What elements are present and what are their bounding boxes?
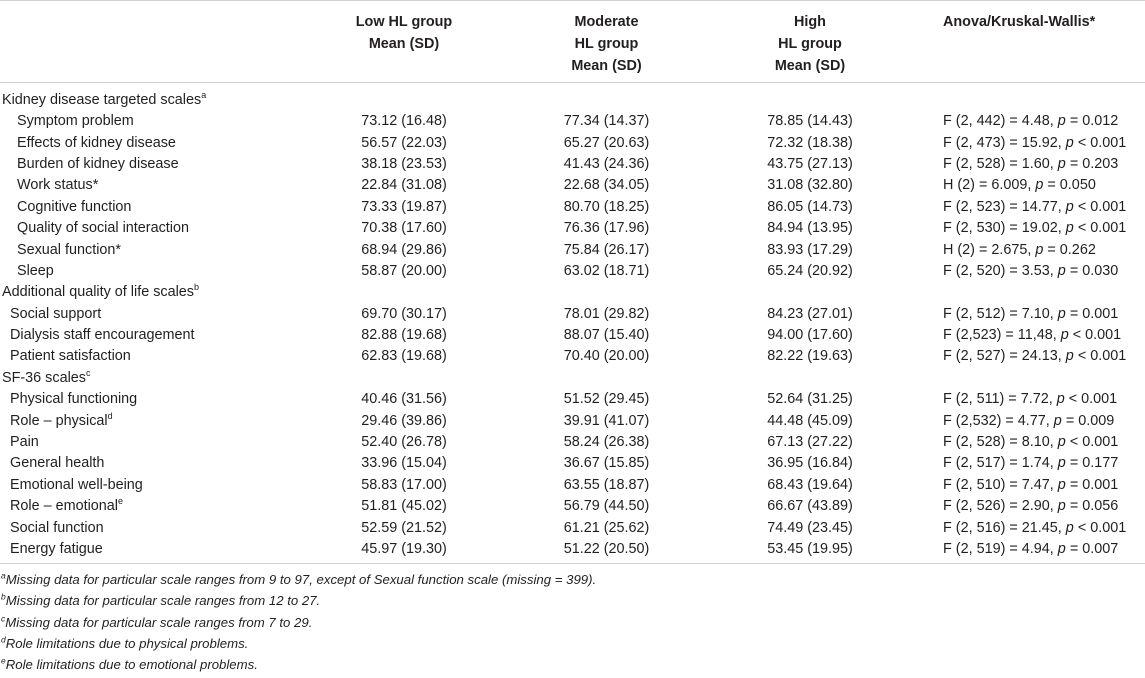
table-row xyxy=(0,410,1145,431)
cell-low: 52.40 (26.78) xyxy=(361,434,447,451)
cell-low: 62.83 (19.68) xyxy=(361,348,447,365)
cell-test: F (2, 528) = 8.10, p < 0.001 xyxy=(943,434,1119,451)
cell-moderate: 41.43 (24.36) xyxy=(563,155,650,172)
cell-test: F (2, 512) = 7.10, p = 0.001 xyxy=(943,305,1119,322)
table-row xyxy=(0,389,1145,410)
cell-test: H (2) = 6.009, p = 0.050 xyxy=(943,177,1096,194)
table-row xyxy=(0,475,1145,496)
cell-high: 83.93 (17.29) xyxy=(767,241,853,258)
cell-moderate: 77.34 (14.37) xyxy=(563,113,650,130)
cell-moderate: 63.02 (18.71) xyxy=(563,262,650,279)
table-row xyxy=(0,218,1145,239)
cell-high: 74.49 (23.45) xyxy=(767,519,853,536)
table-row xyxy=(0,539,1145,564)
cell-test: F (2, 519) = 4.94, p = 0.007 xyxy=(915,539,1145,564)
cell-test: F (2, 528) = 1.60, p = 0.203 xyxy=(943,155,1119,172)
row-label: Burden of kidney disease xyxy=(17,155,179,172)
cell-low: 38.18 (23.53) xyxy=(361,155,447,172)
cell-test: H (2) = 2.675, p = 0.262 xyxy=(943,241,1096,258)
cell-low: 45.97 (19.30) xyxy=(300,539,508,564)
row-label: Role – emotional$^e$ xyxy=(10,496,124,515)
cell-high: 43.75 (27.13) xyxy=(767,155,853,172)
table-row xyxy=(0,304,1145,325)
cell-low: 73.33 (19.87) xyxy=(361,198,447,215)
cell-moderate: 51.22 (20.50) xyxy=(508,539,705,564)
section-row xyxy=(0,368,1145,389)
footnotes xyxy=(0,564,1145,676)
row-label: Dialysis staff encouragement xyxy=(10,327,195,344)
footnote-mark: d xyxy=(107,410,113,421)
header-blank xyxy=(0,1,300,83)
footnote-mark: a xyxy=(201,90,207,101)
section-title: Kidney disease targeted scales$^a$ xyxy=(2,90,207,108)
cell-moderate: 75.84 (26.17) xyxy=(563,241,650,258)
cell-low: 56.57 (22.03) xyxy=(361,134,447,151)
table-row xyxy=(0,197,1145,218)
cell-test: F (2, 530) = 19.02, p < 0.001 xyxy=(943,220,1127,237)
footnote-mark: e xyxy=(118,496,124,507)
footnote-mark: c xyxy=(85,368,91,379)
cell-moderate: 61.21 (25.62) xyxy=(563,519,650,536)
cell-high: 84.23 (27.01) xyxy=(767,305,853,322)
cell-high: 36.95 (16.84) xyxy=(767,455,853,472)
table-row xyxy=(0,496,1145,517)
cell-test: F (2, 442) = 4.48, p = 0.012 xyxy=(943,113,1119,130)
cell-moderate: 22.68 (34.05) xyxy=(563,177,650,194)
cell-low: 70.38 (17.60) xyxy=(361,220,447,237)
cell-moderate: 39.91 (41.07) xyxy=(563,412,650,429)
cell-low: 58.87 (20.00) xyxy=(361,262,447,279)
cell-high: 82.22 (19.63) xyxy=(767,348,853,365)
header-low-group: Low HL group Mean (SD) xyxy=(300,1,508,83)
table-row xyxy=(0,175,1145,196)
table-row xyxy=(0,261,1145,282)
row-label: Quality of social interaction xyxy=(17,220,189,237)
section-row xyxy=(0,282,1145,303)
cell-moderate: 63.55 (18.87) xyxy=(563,476,650,493)
cell-high: 31.08 (32.80) xyxy=(767,177,853,194)
table-row xyxy=(0,346,1145,367)
row-label: Social function xyxy=(10,519,104,536)
table-row xyxy=(0,453,1145,474)
cell-low: 82.88 (19.68) xyxy=(361,327,447,344)
table-row xyxy=(0,154,1145,175)
cell-low: 22.84 (31.08) xyxy=(361,177,447,194)
header-moderate-group: Moderate HL group Mean (SD) xyxy=(508,1,705,83)
table-body xyxy=(0,83,1145,564)
row-label: Symptom problem xyxy=(17,113,134,130)
table-row xyxy=(0,325,1145,346)
header-row xyxy=(0,1,1145,83)
cell-high: 78.85 (14.43) xyxy=(767,113,853,130)
cell-low: 58.83 (17.00) xyxy=(361,476,447,493)
cell-moderate: 65.27 (20.63) xyxy=(563,134,650,151)
row-label: Patient satisfaction xyxy=(10,348,131,365)
cell-low: 68.94 (29.86) xyxy=(361,241,447,258)
cell-test: F (2, 510) = 7.47, p = 0.001 xyxy=(943,476,1119,493)
row-label: Effects of kidney disease xyxy=(17,134,176,151)
header-test: Anova/Kruskal-Wallis* xyxy=(915,1,1145,83)
table-row xyxy=(0,517,1145,538)
footnote: $^d$Role limitations due to physical problems. xyxy=(1,634,249,652)
row-label: General health xyxy=(10,455,105,472)
cell-moderate: 70.40 (20.00) xyxy=(563,348,650,365)
cell-moderate: 51.52 (29.45) xyxy=(563,391,650,408)
row-label: Physical functioning xyxy=(10,391,138,408)
cell-moderate: 58.24 (26.38) xyxy=(563,434,650,451)
cell-low: 33.96 (15.04) xyxy=(361,455,447,472)
cell-test: F (2,532) = 4.77, p = 0.009 xyxy=(943,412,1115,429)
cell-low: 29.46 (39.86) xyxy=(361,412,447,429)
row-label: Pain xyxy=(10,434,39,451)
section-title: Additional quality of life scales$^b$ xyxy=(2,282,199,301)
footnote-mark: b xyxy=(193,282,199,293)
cell-high: 84.94 (13.95) xyxy=(767,220,853,237)
cell-low: 73.12 (16.48) xyxy=(361,113,447,130)
cell-test: F (2,523) = 11,48, p < 0.001 xyxy=(943,327,1122,344)
header-high-group: High HL group Mean (SD) xyxy=(705,1,915,83)
cell-high: 65.24 (20.92) xyxy=(767,262,853,279)
cell-test: F (2, 526) = 2.90, p = 0.056 xyxy=(943,498,1119,515)
cell-moderate: 78.01 (29.82) xyxy=(563,305,650,322)
cell-high: 52.64 (31.25) xyxy=(767,391,853,408)
row-label: Work status* xyxy=(17,177,99,194)
cell-high: 94.00 (17.60) xyxy=(767,327,853,344)
cell-high: 66.67 (43.89) xyxy=(767,498,853,515)
section-row xyxy=(0,83,1145,112)
table-row xyxy=(0,132,1145,153)
row-label: Cognitive function xyxy=(17,198,132,215)
cell-high: 86.05 (14.73) xyxy=(767,198,853,215)
cell-low: 51.81 (45.02) xyxy=(361,498,447,515)
cell-test: F (2, 517) = 1.74, p = 0.177 xyxy=(943,455,1119,472)
cell-test: F (2, 511) = 7.72, p < 0.001 xyxy=(943,391,1118,408)
cell-test: F (2, 520) = 3.53, p = 0.030 xyxy=(943,262,1119,279)
cell-test: F (2, 473) = 15.92, p < 0.001 xyxy=(943,134,1127,151)
section-title: SF-36 scales$^c$ xyxy=(2,368,91,386)
cell-high: 68.43 (19.64) xyxy=(767,476,853,493)
cell-low: 52.59 (21.52) xyxy=(361,519,447,536)
cell-test: F (2, 523) = 14.77, p < 0.001 xyxy=(943,198,1127,215)
row-label: Role – physical$^d$ xyxy=(10,410,113,429)
row-label: Sleep xyxy=(17,262,54,279)
footnote: $^b$Missing data for particular scale ranges from 12 to 27. xyxy=(1,591,321,609)
cell-moderate: 80.70 (18.25) xyxy=(563,198,650,215)
row-label: Sexual function* xyxy=(17,241,122,258)
cell-low: 69.70 (30.17) xyxy=(361,305,447,322)
table-row xyxy=(0,111,1145,132)
cell-test: F (2, 516) = 21.45, p < 0.001 xyxy=(943,519,1127,536)
footnote: $^a$Missing data for particular scale ranges from 9 to 97, except of Sexual function scale (missing = 399). xyxy=(1,570,597,587)
cell-test: F (2, 527) = 24.13, p < 0.001 xyxy=(943,348,1127,365)
cell-high: 44.48 (45.09) xyxy=(767,412,853,429)
row-label: Energy fatigue xyxy=(0,539,300,564)
cell-low: 40.46 (31.56) xyxy=(361,391,447,408)
cell-moderate: 36.67 (15.85) xyxy=(563,455,650,472)
table-row xyxy=(0,432,1145,453)
cell-moderate: 88.07 (15.40) xyxy=(563,327,650,344)
footnote: $^c$Missing data for particular scale ranges from 7 to 29. xyxy=(1,613,313,630)
row-label: Emotional well-being xyxy=(10,476,143,493)
row-label: Social support xyxy=(10,305,102,322)
cell-high: 72.32 (18.38) xyxy=(767,134,853,151)
cell-moderate: 76.36 (17.96) xyxy=(563,220,650,237)
footnote: $^e$Role limitations due to emotional problems. xyxy=(1,656,258,673)
cell-moderate: 56.79 (44.50) xyxy=(563,498,650,515)
table-row xyxy=(0,239,1145,260)
cell-high: 67.13 (27.22) xyxy=(767,434,853,451)
cell-high: 53.45 (19.95) xyxy=(705,539,915,564)
